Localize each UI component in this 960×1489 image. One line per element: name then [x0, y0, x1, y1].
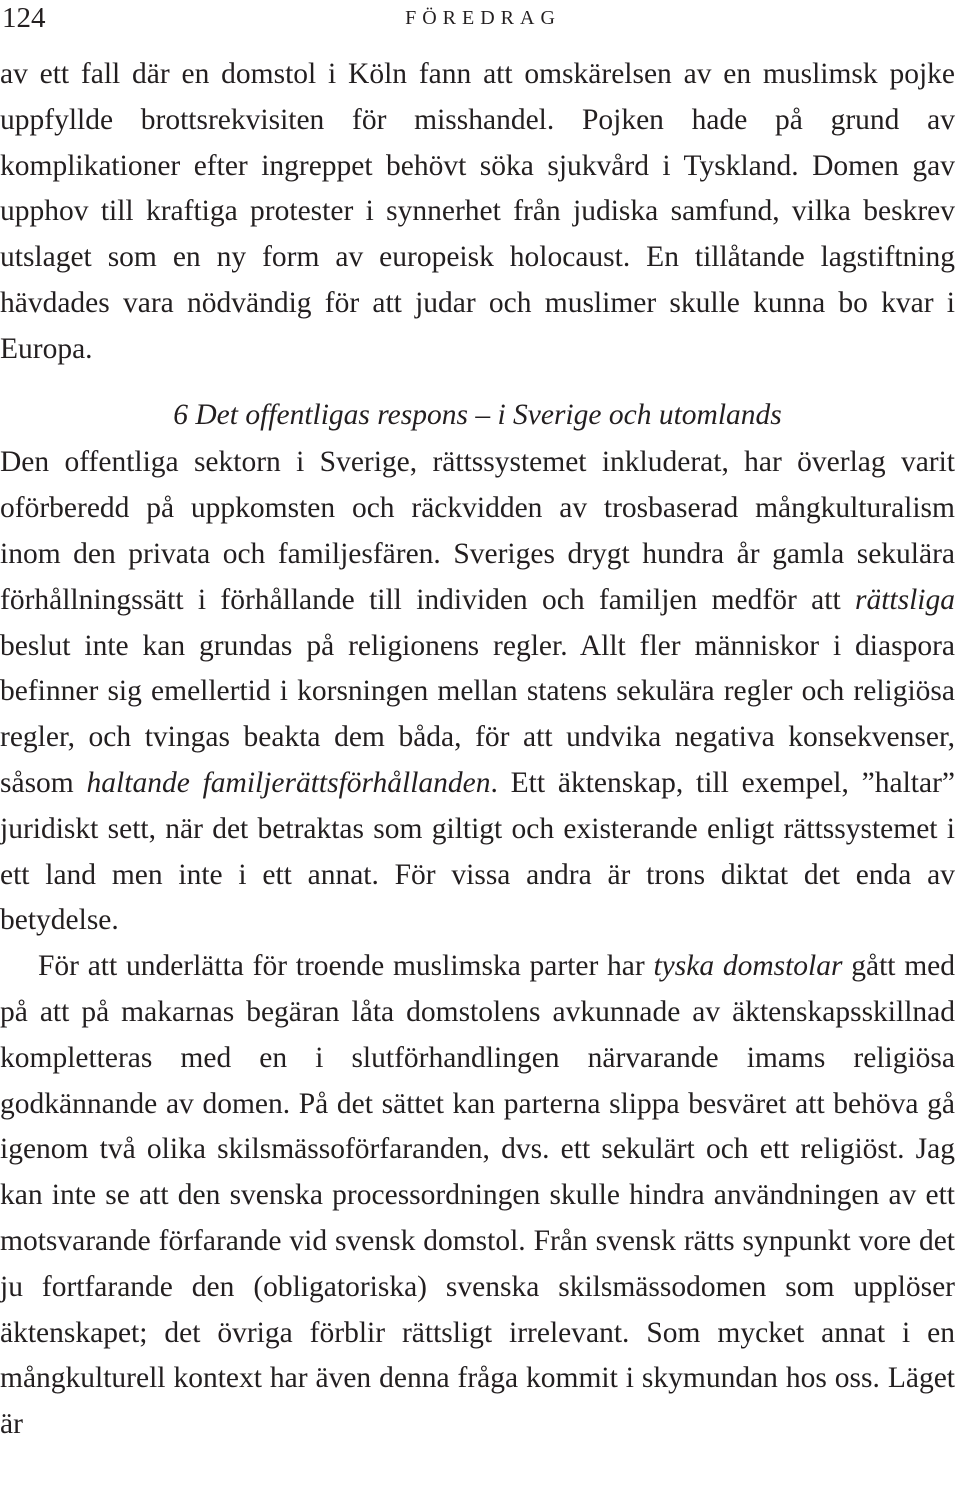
paragraph-2-emphasis-2: haltande familjerättsförhållanden: [86, 766, 491, 799]
page-number: 124: [2, 2, 46, 34]
paragraph-2: [0, 440, 955, 944]
section-heading: 6 Det offentligas respons – i Sverige och utomlands: [173, 398, 782, 431]
running-head: [0, 0, 960, 36]
paragraph-2-text-a: Den offentliga sektorn i Sverige, rättssystemet inkluderat, har överlag varit oförberedd på uppkomsten och räckvidden av trosbaserad mångkulturalism inom den privata och familjesfären. Sveriges drygt hundra år gamla sekulära förhållningssätt i förhållande till individen och familjen medför att: [0, 446, 955, 616]
paragraph-2-emphasis-1: rättsliga: [855, 583, 955, 616]
body-text: [0, 52, 955, 1448]
section-label: FÖREDRAG: [405, 7, 561, 29]
paragraph-3-emphasis-1: tyska domstolar: [653, 950, 843, 983]
paragraph-2-text-c: . Ett äktenskap, till exempel, ”haltar” juridiskt sett, när det betraktas som giltigt och existerande enligt rättssystemet i ett land men inte i ett annat. För vissa andra är trons diktat det enda av betydelse.: [0, 766, 956, 937]
paragraph-1: av ett fall där en domstol i Köln fann att omskärelsen av en muslimsk pojke uppfyllde brottsrekvisiten för misshandel. Pojken hade på grund av komplikationer efter ingreppet behövt söka sjukvård i Tyskland. Domen gav upphov till kraftiga protester i synnerhet från judiska samfund, vilka beskrev utslaget som en ny form av europeisk holocaust. En tillåtande lagstiftning hävdades vara nödvändig för att judar och muslimer skulle kunna bo kvar i Europa.: [0, 58, 955, 365]
paragraph-3: [0, 944, 955, 1448]
paragraph-3-text-b: gått med på att på makarnas begäran låta domstolens avkunnade av äktenskapsskillnad kompletteras med en i slutförhandlingen närvarande imams religiösa godkännande av domen. På det sättet kan parterna slippa besväret att behöva gå igenom två olika skilsmässoförfaranden, dvs. ett sekulärt och ett religiöst. Jag kan inte se att den svenska processordningen skulle hindra användningen av ett motsvarande förfarande vid svensk domstol. Från svensk rätts synpunkt vore det ju fortfarande den (obligatoriska) svenska skilsmässodomen som upplöser äktenskapet; det övriga förblir rättsligt irrelevant. Som mycket annat i en mångkulturell kontext har även denna fråga kommit i skymundan hos oss. Läget är: [0, 950, 955, 1441]
paragraph-3-text-a: För att underlätta för troende muslimska parter har: [38, 950, 654, 983]
paragraph-2-text-b: beslut inte kan grundas på religionens regler. Allt fler människor i diaspora befinner sig emellertid i korsningen mellan statens sekulära regler och religiösa regler, och tvingas beakta dem båda, för att undvika negativa konsekvenser, såsom: [0, 629, 955, 799]
